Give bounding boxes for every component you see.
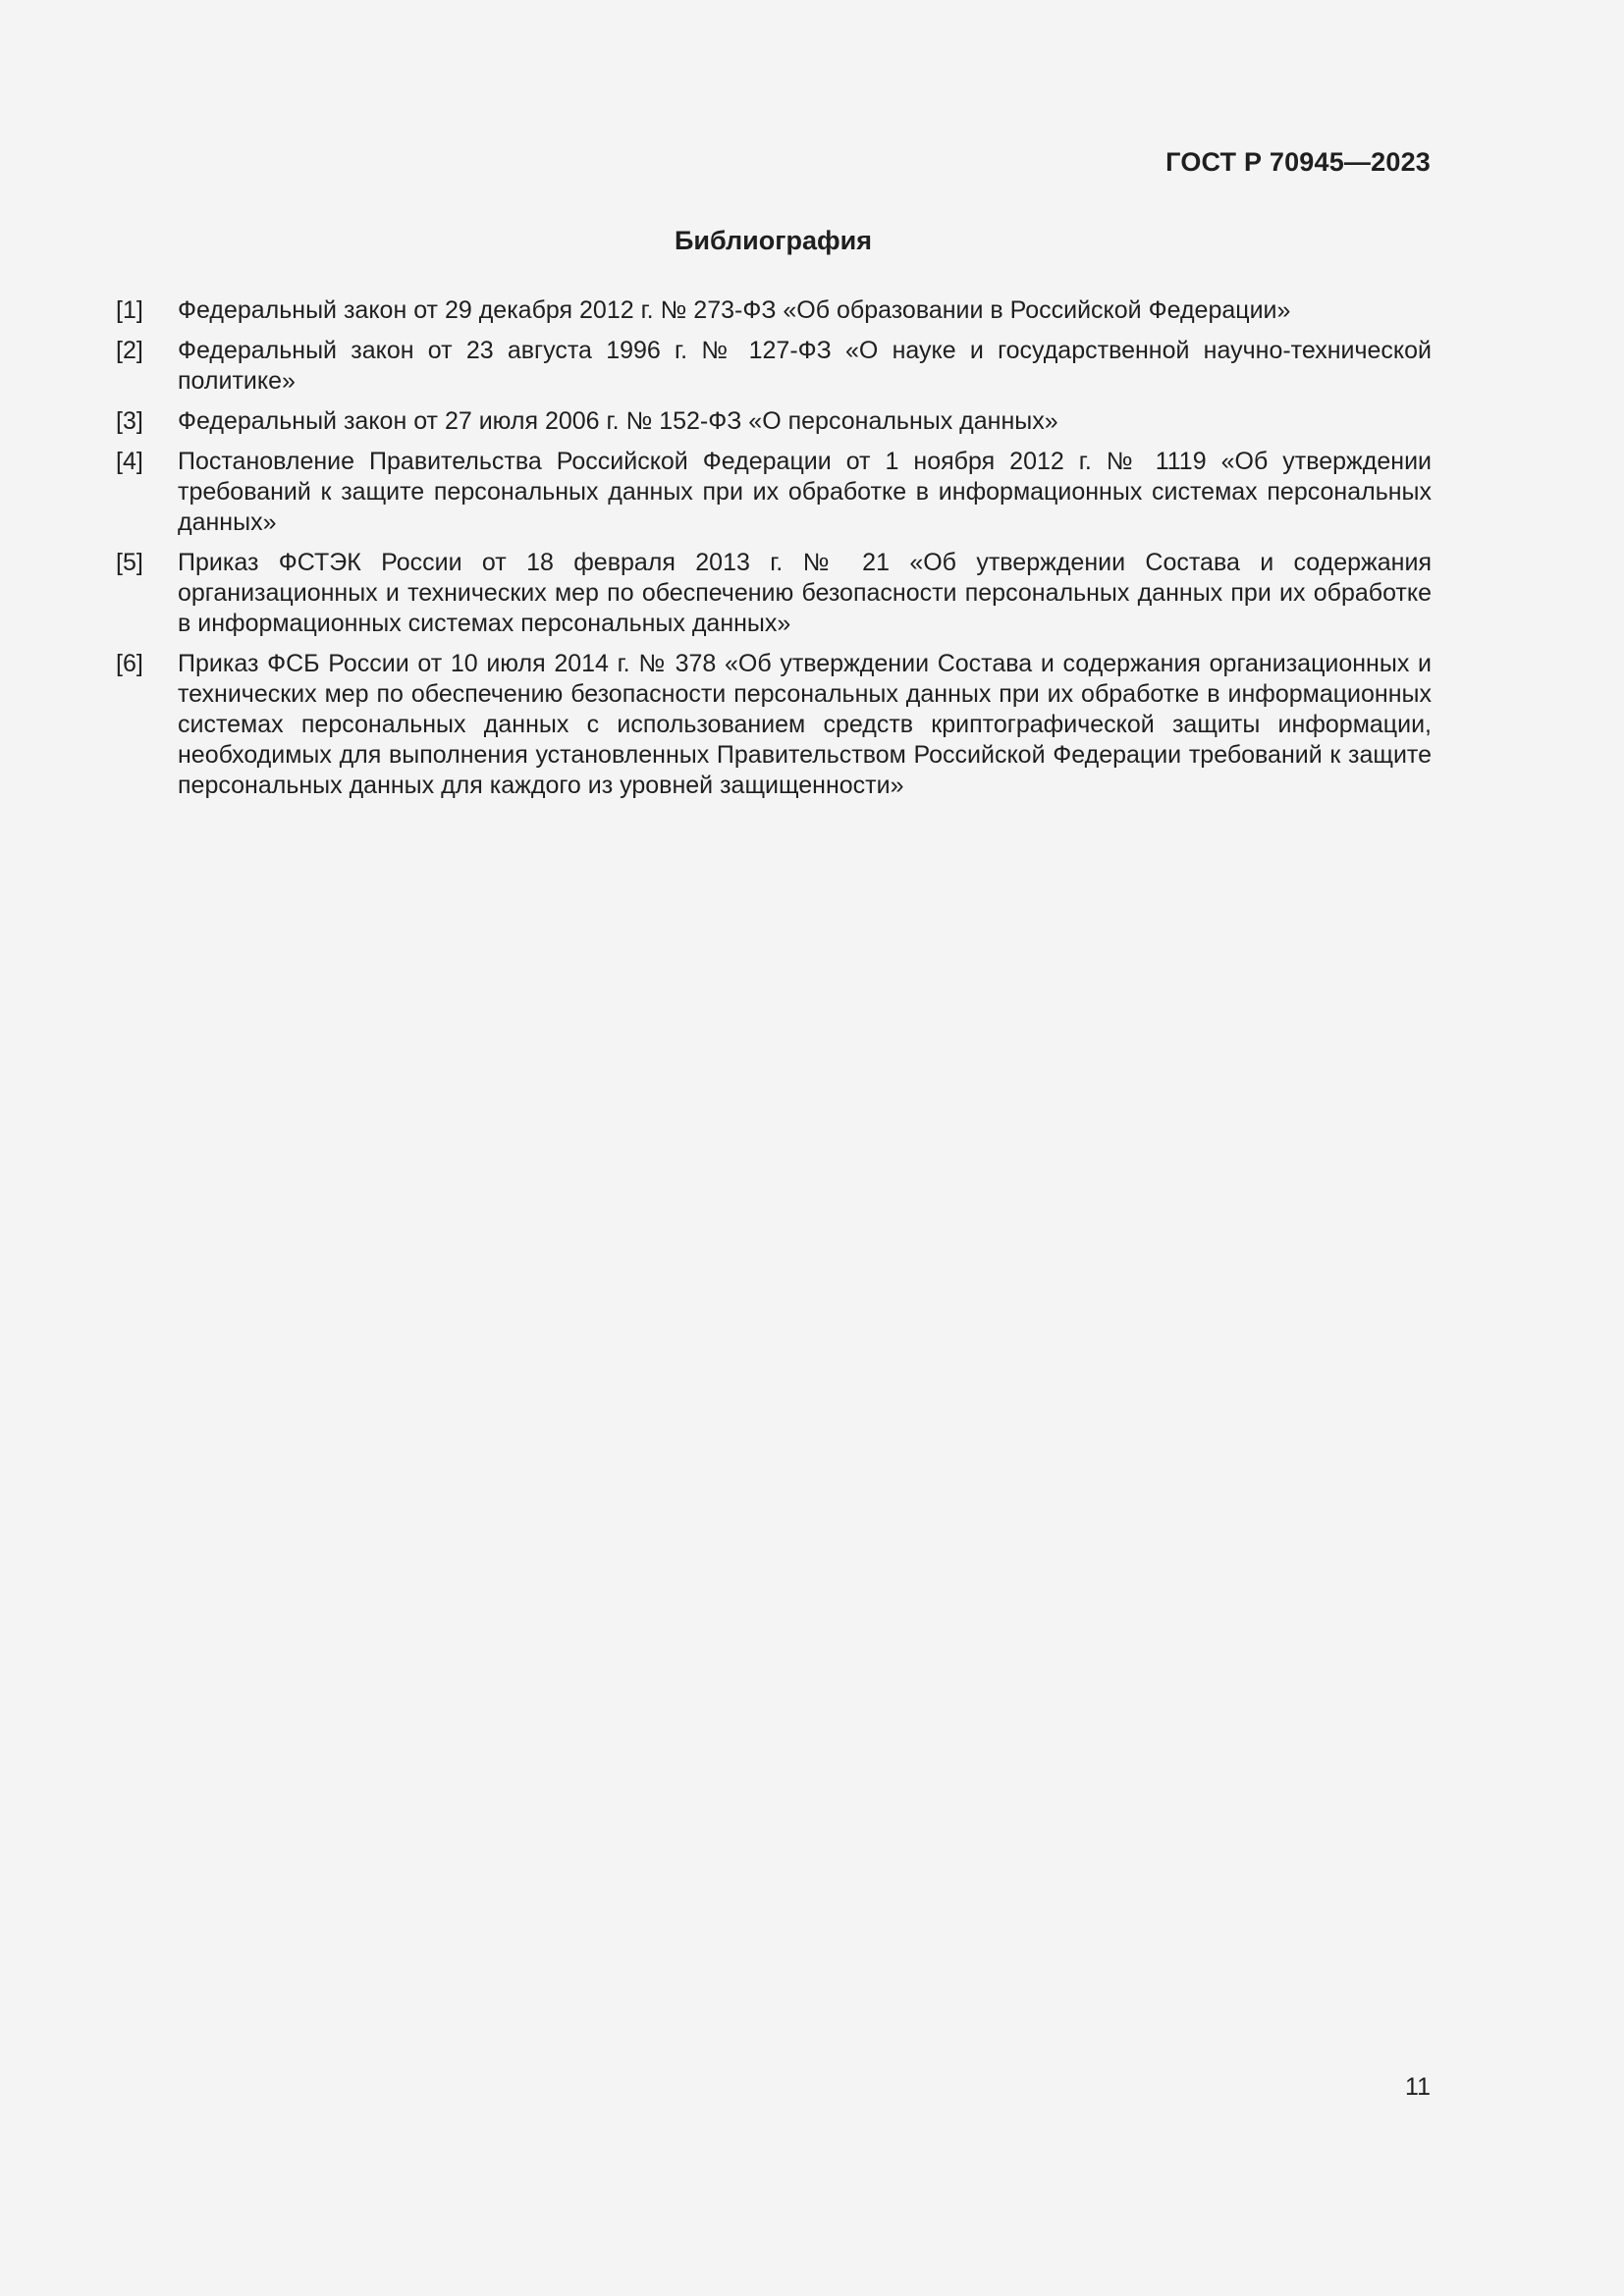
bibliography-item-text: Приказ ФСБ России от 10 июля 2014 г. № 378 «Об утверждении Состава и содержания организационных и технических мер по обеспечению безопасности персональных данных при их обработке в информационных системах персональных данных с использованием средств криптографической защиты информации, необходимых для выполнения установленных Правительством Российской Федерации требований к защите персональных данных для каждого из уровней защищенности» xyxy=(178,650,1432,799)
bibliography-item xyxy=(116,406,1432,437)
bibliography-item xyxy=(116,336,1432,397)
bibliography-list xyxy=(116,295,1432,811)
bibliography-item-number: [4] xyxy=(116,448,143,475)
bibliography-item-number: [1] xyxy=(116,296,143,324)
bibliography-item-text: Федеральный закон от 29 декабря 2012 г. № 273-ФЗ «Об образовании в Российской Федерации» xyxy=(178,296,1291,324)
bibliography-item xyxy=(116,295,1432,326)
section-title: Библиография xyxy=(675,226,872,255)
bibliography-item-text: Федеральный закон от 27 июля 2006 г. № 152-ФЗ «О персональных данных» xyxy=(178,407,1058,435)
bibliography-item-text: Приказ ФСТЭК России от 18 февраля 2013 г. № 21 «Об утверждении Состава и содержания организационных и технических мер по обеспечению безопасности персональных данных при их обработке в информационных системах персональных данных» xyxy=(178,549,1432,637)
page-number: 11 xyxy=(1405,2073,1431,2101)
document-code: ГОСТ Р 70945—2023 xyxy=(1165,147,1431,177)
bibliography-item-text: Федеральный закон от 23 августа 1996 г. № 127-ФЗ «О науке и государственной научно-технической политике» xyxy=(178,337,1432,395)
bibliography-item-number: [6] xyxy=(116,650,143,677)
bibliography-item-number: [2] xyxy=(116,337,143,364)
bibliography-item-number: [5] xyxy=(116,549,143,576)
bibliography-item xyxy=(116,447,1432,538)
bibliography-item-text: Постановление Правительства Российской Федерации от 1 ноября 2012 г. № 1119 «Об утверждении требований к защите персональных данных при их обработке в информационных системах персональных данных» xyxy=(178,448,1432,536)
bibliography-item xyxy=(116,548,1432,639)
bibliography-item-number: [3] xyxy=(116,407,143,435)
bibliography-item xyxy=(116,649,1432,801)
